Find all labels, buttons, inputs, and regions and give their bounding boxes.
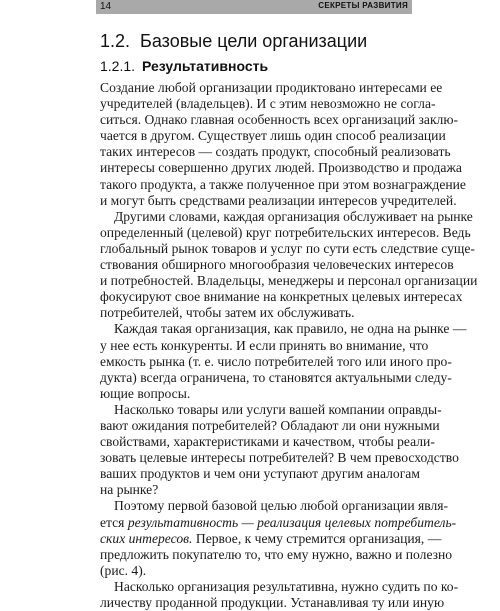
text-line: и могут быть средствами реализации интересов учредителей.	[100, 192, 457, 208]
text-line: глобальный рынок товаров и услуг по сути есть следствие суще-	[100, 240, 475, 256]
section-heading	[100, 31, 367, 52]
text-line: Насколько организация результативна, нужно судить по ко-	[114, 578, 459, 594]
section-title: Базовые цели организации	[140, 31, 368, 51]
text-line: таких интересов — создать продукт, способный реализовать	[100, 144, 451, 160]
subsection-title: Результативность	[142, 58, 269, 74]
running-title: СЕКРЕТЫ РАЗВИТИЯ	[318, 1, 408, 10]
page-number: 14	[100, 1, 112, 12]
text-line: потребителей, чтобы затем их обслуживать.	[100, 305, 355, 321]
text-line: определенный (целевой) круг потребительских интересов. Ведь	[100, 224, 471, 240]
text-line: у нее есть конкуренты. И если принять во внимание, что	[100, 337, 429, 353]
text-line: ваших продуктов и чем они уступают другим аналогам	[100, 466, 420, 482]
text-line	[100, 514, 457, 531]
text-line: личеству проданной продукции. Устанавливая ту или иную	[100, 595, 445, 610]
text-line	[100, 530, 442, 547]
text-line: Другими словами, каждая организация обслуживает на рынке	[114, 208, 473, 224]
text-line: чается в другом. Существует лишь один способ реализации	[100, 128, 446, 144]
text-line: предложить покупателю то, что ему нужно, важно и полезно	[100, 546, 453, 562]
text-line: зовать целевые интересы потребителей? В чем превосходство	[100, 450, 459, 466]
text-line: фокусируют свое внимание на конкретных целевых интересах	[100, 289, 463, 305]
text-line: интересы совершенно других людей. Производство и продажа	[100, 160, 462, 176]
text-line: учредителей (владельцев). И с этим невозможно не согла-	[100, 96, 436, 112]
text-line: Поэтому первой базовой целью любой организации явля-	[114, 498, 449, 514]
subsection-heading	[100, 58, 268, 74]
text-line: на рынке?	[100, 482, 159, 498]
text-line: Насколько товары или услуги вашей компании оправды-	[114, 401, 442, 417]
text-line: Каждая такая организация, как правило, не одна на рынке —	[114, 321, 467, 337]
text-line: ствования обширного многообразия человеческих интересов	[100, 257, 454, 273]
text-line: вают ожидания потребителей? Обладают ли они нужными	[100, 417, 440, 433]
text-line: дукта) всегда ограничена, то становятся актуальными следу-	[100, 369, 452, 385]
section-number: 1.2.	[100, 31, 131, 51]
text-line: такого продукта, а также полученное при этом вознаграждение	[100, 176, 466, 192]
text-fragment: ется	[100, 514, 125, 530]
subsection-number: 1.2.1.	[100, 58, 136, 74]
text-line: ситься. Однако главная особенность всех организаций заклю-	[100, 112, 459, 128]
text-line: ющие вопросы.	[100, 385, 191, 401]
body-text	[100, 80, 478, 611]
text-line: емкость рынка (т. е. число потребителей того или иного про-	[100, 353, 452, 369]
italic-fragment: результативность — реализация целевых потребитель-	[127, 514, 457, 530]
text-line: Создание любой организации продиктовано интересами ее	[100, 80, 443, 95]
italic-fragment: ских интересов.	[100, 530, 193, 546]
text-fragment: Первое, к чему стремится организация, —	[195, 530, 442, 546]
text-line: (рис. 4).	[100, 562, 147, 578]
text-line: свойствами, характеристиками и качеством, чтобы реали-	[100, 434, 435, 450]
text-line: и потребностей. Владельцы, менеджеры и персонал организации	[100, 273, 478, 289]
